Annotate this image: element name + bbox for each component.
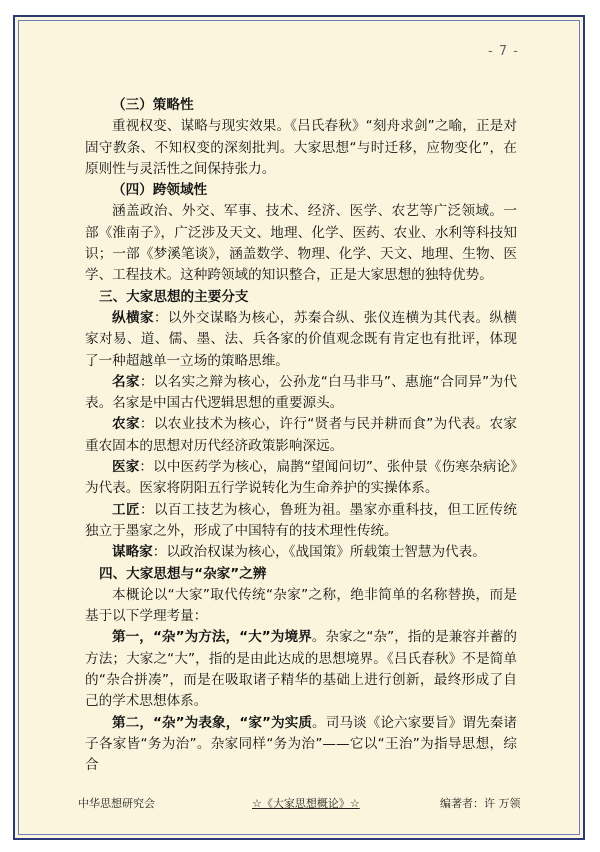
branch-name: 工匠 [112,501,140,518]
branch-paragraph [85,542,517,563]
branch-text: ：以农业技术为核心，许行“贤者与民并耕而食”为代表。农家重农固本的思想对历代经济政策影响深远。 [85,416,517,454]
paragraph [85,713,517,777]
point-text: 。杂家之“杂”，指的是兼容并蓄的方法；大家之“大”，指的是由此达成的思想境界。《吕氏春秋》不是简单的“杂合拼凑”，而是在吸取诸子精华的基础上进行创新，最终形成了自己的学术思想体系。 [85,629,517,710]
branch-text: ：以百工技艺为核心，鲁班为祖。墨家亦重科技，但工匠传统独立于墨家之外，形成了中国特有的技术理性传统。 [85,501,518,539]
section-heading-strategy: （三）策略性 [112,97,194,113]
branch-text: ：以外交谋略为核心，苏秦合纵、张仪连横为其代表。纵横家对易、道、儒、墨、法、兵各家的价值观念既有肯定也有批评，体现了一种超越单一立场的策略思维。 [85,309,517,369]
branch-name: 医家 [112,459,140,476]
footer-author: 编著者：许 万领 [440,797,521,810]
document-body [85,95,517,777]
branch-text: ：以中医药学为核心，扁鹊“望闻问切”、张仲景《伤寒杂病论》为代表。医家将阴阳五行学说转化为生命养护的实操体系。 [85,459,517,497]
branch-name: 谋略家 [112,544,153,561]
paragraph: 重视权变、谋略与现实效果。《吕氏春秋》“刻舟求剑”之喻，正是对固守教条、不知权变的深刻批判。大家思想“与时迁移，应物变化”，在原则性与灵活性之间保持张力。 [85,118,517,177]
point-text: 。司马谈《论六家要旨》谓先秦诸子各家皆“务为治”。杂家同样“务为治”——它以“王治”为指导思想，综合 [85,714,517,774]
branch-paragraph [85,372,517,415]
page-number: - 7 - [488,44,519,59]
paragraph: 涵盖政治、外交、军事、技术、经济、医学、农艺等广泛领域。一部《淮南子》，广泛涉及天文、地理、化学、医药、农业、水利等科技知识；一部《梦溪笔谈》，涵盖数学、物理、化学、天文、地理、生物、医学、工程技术。这种跨领域的知识整合，正是大家思想的独特优势。 [85,203,517,284]
section-heading-cross-domain: （四）跨领域性 [112,182,208,199]
point-heading: 第一，“杂”为方法，“大”为境界 [112,629,312,646]
branch-paragraph [85,500,517,543]
paragraph: 本概论以“大家”取代传统“杂家”之称，绝非简单的名称替换，而是基于以下学理考量： [85,586,517,625]
branch-paragraph [85,414,517,457]
branch-name: 农家 [112,416,140,433]
footer-organization: 中华思想研究会 [78,797,155,810]
point-heading: 第二，“杂”为表象，“家”为实质 [112,714,313,731]
chapter-heading-branches: 三、大家思想的主要分支 [99,288,249,305]
branch-name: 纵横家 [112,309,154,326]
branch-name: 名家 [112,373,140,390]
branch-paragraph [85,457,517,500]
branch-text: ：以名实之辩为核心，公孙龙“白马非马”、惠施“合同异”为代表。名家是中国古代逻辑思想的重要源头。 [85,373,517,412]
chapter-heading-distinction: 四、大家思想与“杂家”之辨 [99,565,267,582]
paragraph [85,627,517,712]
branch-text: ：以政治权谋为核心，《战国策》所载策士智慧为代表。 [152,544,486,561]
footer-book-title: ☆《大家思想概论》☆ [252,797,360,810]
branch-paragraph [85,308,517,372]
